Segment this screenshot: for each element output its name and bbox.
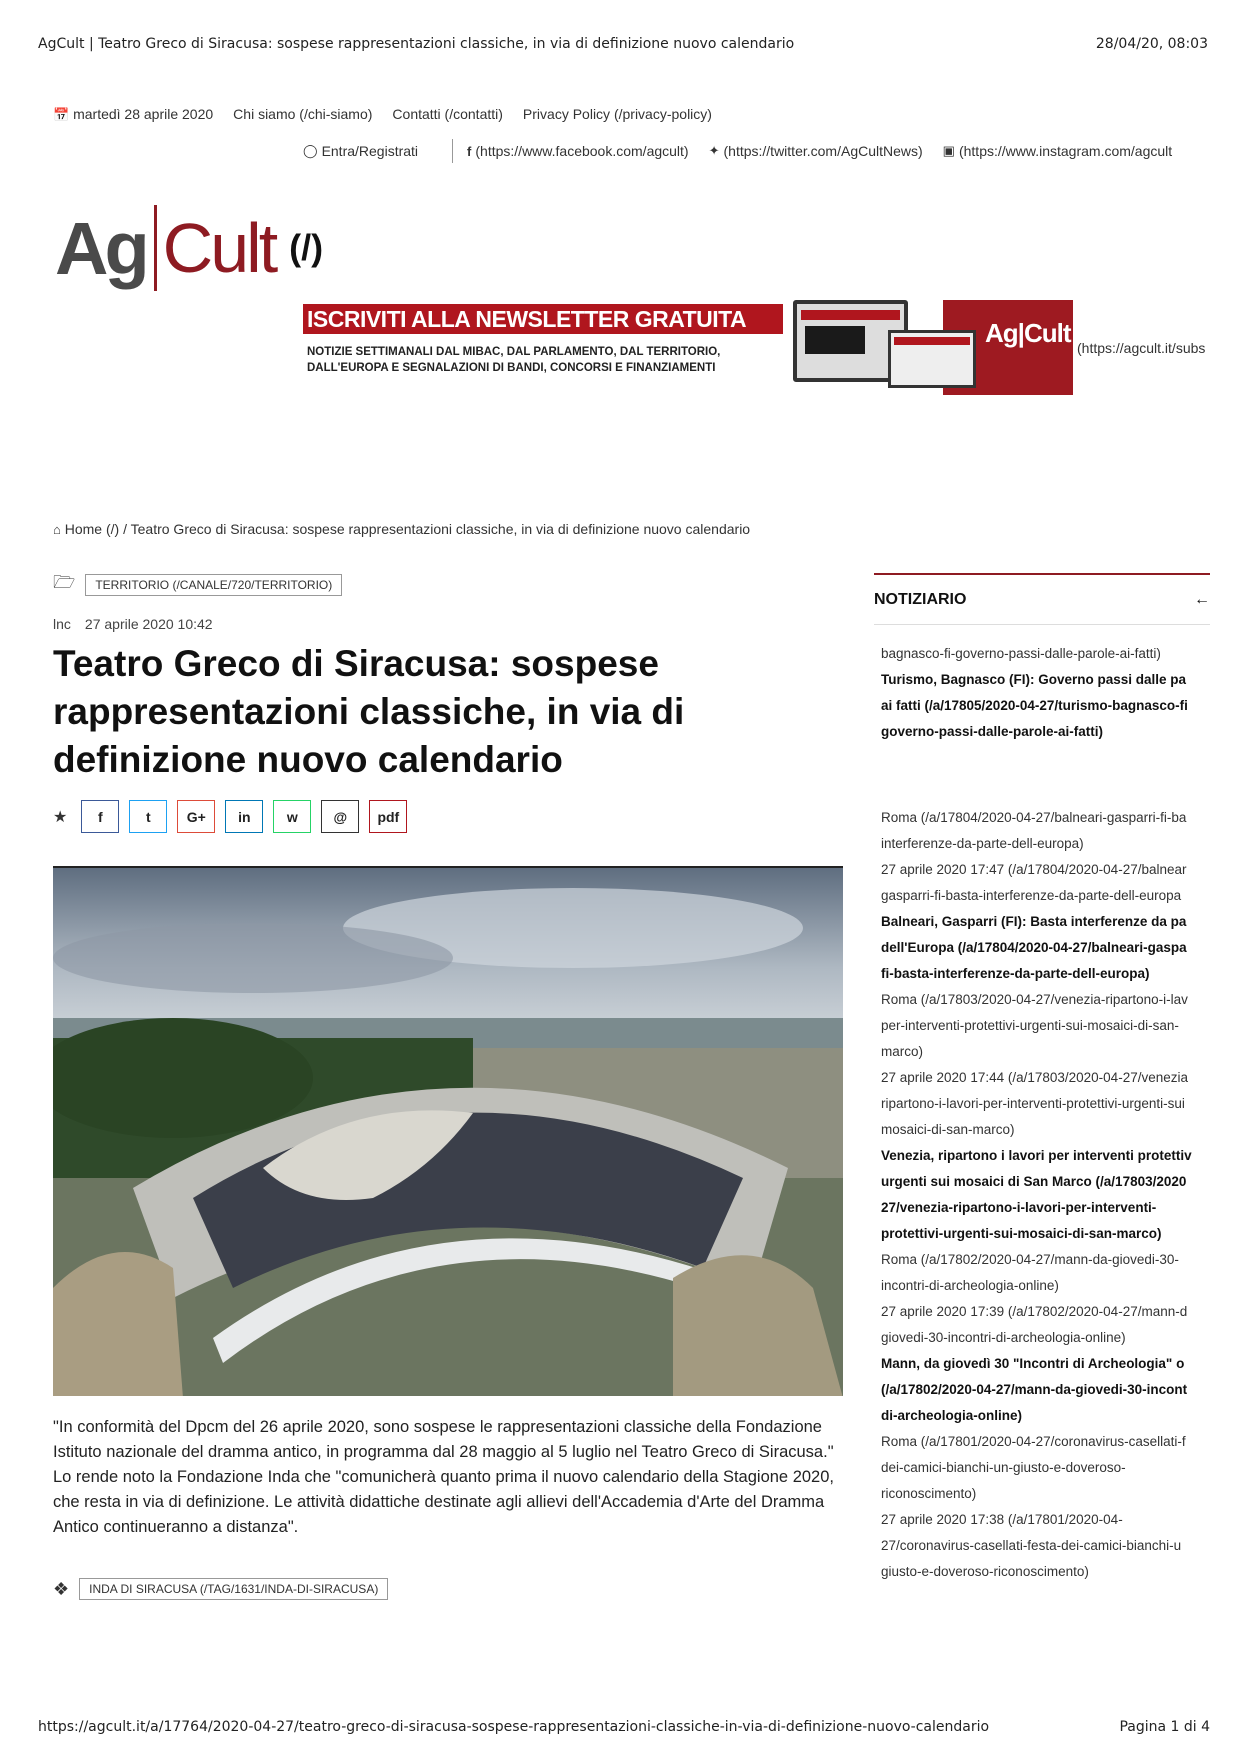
news-list-line[interactable]: urgenti sui mosaici di San Marco (/a/17803/2020	[881, 1174, 1187, 1189]
article-tag[interactable]: INDA DI SIRACUSA (/TAG/1631/INDA-DI-SIRACUSA)	[79, 1578, 388, 1600]
news-list-line[interactable]: riconoscimento)	[881, 1486, 977, 1501]
news-list-line[interactable]: (/a/17802/2020-04-27/mann-da-giovedi-30-incont	[881, 1382, 1188, 1397]
news-list-line[interactable]: protettivi-urgenti-sui-mosaici-di-san-marco)	[881, 1226, 1162, 1241]
news-list-line[interactable]: Mann, da giovedì 30 "Incontri di Archeologia" o	[881, 1356, 1185, 1371]
news-list-line[interactable]: Balneari, Gasparri (FI): Basta interferenze da pa	[881, 914, 1187, 929]
news-list-line[interactable]: mosaici-di-san-marco)	[881, 1122, 1015, 1137]
logo-ag: Ag	[55, 206, 146, 290]
print-header	[38, 36, 1208, 52]
news-list-line[interactable]: Roma (/a/17801/2020-04-27/coronavirus-casellati-f	[881, 1434, 1186, 1449]
share-googleplus-button[interactable]: G+	[177, 800, 215, 833]
news-list-line[interactable]: giusto-e-doveroso-riconoscimento)	[881, 1564, 1089, 1579]
share-bar	[53, 800, 407, 833]
share-email-button[interactable]: @	[321, 800, 359, 833]
breadcrumb	[53, 521, 750, 537]
nav-link-chi-siamo[interactable]: Chi siamo (/chi-siamo)	[233, 106, 373, 122]
news-list-line[interactable]: gasparri-fi-basta-interferenze-da-parte-dell-europa	[881, 888, 1182, 903]
article-author: lnc	[53, 616, 71, 632]
date-display: 📅 martedì 28 aprile 2020	[53, 106, 214, 122]
news-list	[881, 641, 1210, 1585]
facebook-icon: f	[467, 143, 472, 159]
banner-link[interactable]: (https://agcult.it/subs	[1077, 340, 1206, 356]
article-title: Teatro Greco di Siracusa: sospese rappresentazioni classiche, in via di definizione nuovo calendario	[53, 643, 685, 780]
sidebar-header	[874, 575, 1210, 625]
news-list-line[interactable]: 27 aprile 2020 17:44 (/a/17803/2020-04-27/venezia	[881, 1070, 1188, 1085]
tags-row	[53, 1578, 388, 1600]
instagram-icon: ▣	[942, 143, 955, 158]
news-list-line[interactable]: 27/coronavirus-casellati-festa-dei-camici-bianchi-u	[881, 1538, 1182, 1553]
logo-cult: Cult	[162, 209, 276, 287]
banner-logo: Ag|Cult	[985, 318, 1071, 348]
breadcrumb-current: Teatro Greco di Siracusa: sospese rappresentazioni classiche, in via di definizione nuovo calendario	[130, 521, 751, 537]
news-list-line[interactable]: 27/venezia-ripartono-i-lavori-per-interventi-	[881, 1200, 1157, 1215]
calendar-icon: 📅	[53, 107, 70, 122]
share-whatsapp-button[interactable]: w	[273, 800, 311, 833]
banner-subtext: NOTIZIE SETTIMANALI DAL MIBAC, DAL PARLAMENTO, DAL TERRITORIO, DALL'EUROPA E SEGNALAZIONI DI BANDI, CONCORSI E FINANZIAMENTI	[307, 346, 721, 374]
banner-headline: ISCRIVITI ALLA NEWSLETTER GRATUITA	[303, 304, 783, 334]
social-bar	[303, 139, 1210, 163]
twitter-link[interactable]: ✦ (https://twitter.com/AgCultNews)	[708, 143, 923, 159]
category-row	[53, 570, 342, 600]
news-list-line[interactable]: Roma (/a/17804/2020-04-27/balneari-gasparri-fi-ba	[881, 810, 1187, 825]
share-pdf-button[interactable]: pdf	[369, 800, 407, 833]
twitter-icon: ✦	[708, 143, 720, 158]
user-icon: ◯	[303, 143, 318, 158]
share-twitter-button[interactable]: t	[129, 800, 167, 833]
instagram-link[interactable]: ▣ (https://www.instagram.com/agcult	[942, 143, 1173, 159]
login-link[interactable]: ◯ Entra/Registrati	[303, 143, 419, 159]
home-icon: ⌂	[53, 522, 61, 537]
print-footer	[38, 1719, 1210, 1735]
news-list-line[interactable]: dell'Europa (/a/17804/2020-04-27/balneari-gaspa	[881, 940, 1187, 955]
print-url: https://agcult.it/a/17764/2020-04-27/teatro-greco-di-siracusa-sospese-rappresentazioni-classiche-in-via-di-definizione-nuovo-calendario	[38, 1719, 990, 1735]
print-datetime: 28/04/20, 08:03	[1095, 36, 1208, 52]
arrow-left-icon[interactable]: ←	[1194, 590, 1210, 608]
folder-icon: 🗁	[53, 572, 76, 592]
news-list-line[interactable]: 27 aprile 2020 17:38 (/a/17801/2020-04-	[881, 1512, 1123, 1527]
nav-link-privacy[interactable]: Privacy Policy (/privacy-policy)	[522, 106, 712, 122]
share-facebook-button[interactable]: f	[81, 800, 119, 833]
logo-link-text: (/)	[289, 227, 324, 268]
share-linkedin-button[interactable]: in	[225, 800, 263, 833]
news-list-line[interactable]: fi-basta-interferenze-da-parte-dell-europa)	[881, 966, 1150, 981]
news-list-line[interactable]: ai fatti (/a/17805/2020-04-27/turismo-bagnasco-fi	[881, 698, 1188, 713]
news-list-line[interactable]: Roma (/a/17803/2020-04-27/venezia-ripartono-i-lav	[881, 992, 1188, 1007]
news-sidebar	[874, 573, 1210, 1598]
news-list-line[interactable]: 27 aprile 2020 17:39 (/a/17802/2020-04-27/mann-d	[881, 1304, 1188, 1319]
print-title: AgCult | Teatro Greco di Siracusa: sospese rappresentazioni classiche, in via di definizione nuovo calendario	[38, 36, 795, 52]
facebook-link[interactable]: f (https://www.facebook.com/agcult)	[467, 143, 689, 159]
news-list-line[interactable]: giovedi-30-incontri-di-archeologia-online)	[881, 1330, 1126, 1345]
category-tag[interactable]: TERRITORIO (/CANALE/720/TERRITORIO)	[85, 574, 342, 596]
newsletter-banner[interactable]	[303, 300, 1073, 395]
share-icon: ★	[53, 808, 68, 826]
tags-icon: ❖	[53, 1578, 70, 1599]
news-list-line[interactable]: Venezia, ripartono i lavori per interventi protettiv	[881, 1148, 1192, 1163]
print-page: Pagina 1 di 4	[1119, 1719, 1210, 1735]
laptop-illustration	[888, 330, 976, 388]
divider	[452, 139, 453, 163]
news-list-line[interactable]: dei-camici-bianchi-un-giusto-e-doveroso-	[881, 1460, 1126, 1475]
news-list-line[interactable]: Roma (/a/17802/2020-04-27/mann-da-giovedi-30-	[881, 1252, 1179, 1267]
list-gap	[881, 745, 1210, 805]
news-list-line[interactable]: governo-passi-dalle-parole-ai-fatti)	[881, 724, 1104, 739]
news-list-line[interactable]: di-archeologia-online)	[881, 1408, 1023, 1423]
site-logo[interactable]	[55, 205, 323, 291]
article-body: "In conformità del Dpcm del 26 aprile 2020, sono sospese le rappresentazioni classiche della Fondazione Istituto nazionale del dramma antico, in programma dal 28 maggio al 5 luglio nel Teatro Greco di Siracusa." Lo rende noto la Fondazione Inda che "comunicherà quanto prima il nuovo calendario della Stagione 2020, che resta in via di definizione. Le attività didattiche destinate agli allievi dell'Accademia d'Arte del Dramma Antico continueranno a distanza".	[53, 1418, 834, 1536]
article-photo	[53, 866, 843, 1396]
nav-link-contatti[interactable]: Contatti (/contatti)	[392, 106, 503, 122]
article-meta	[53, 616, 213, 632]
news-list-line[interactable]: 27 aprile 2020 17:47 (/a/17804/2020-04-27/balnear	[881, 862, 1187, 877]
news-list-line[interactable]: incontri-di-archeologia-online)	[881, 1278, 1059, 1293]
article-date: 27 aprile 2020 10:42	[84, 616, 213, 632]
news-list-line[interactable]: ripartono-i-lavori-per-interventi-protettivi-urgenti-sui	[881, 1096, 1185, 1111]
news-list-line[interactable]: per-interventi-protettivi-urgenti-sui-mosaici-di-san-	[881, 1018, 1179, 1033]
news-list-line[interactable]: bagnasco-fi-governo-passi-dalle-parole-ai-fatti)	[881, 646, 1161, 661]
logo-divider	[154, 205, 157, 291]
news-list-line[interactable]: Turismo, Bagnasco (FI): Governo passi dalle pa	[881, 672, 1187, 687]
news-list-line[interactable]: marco)	[881, 1044, 924, 1059]
breadcrumb-home[interactable]: Home (/) /	[64, 521, 127, 537]
news-list-line[interactable]: interferenze-da-parte-dell-europa)	[881, 836, 1084, 851]
sidebar-title: NOTIZIARIO	[874, 590, 967, 608]
top-bar	[53, 106, 712, 123]
